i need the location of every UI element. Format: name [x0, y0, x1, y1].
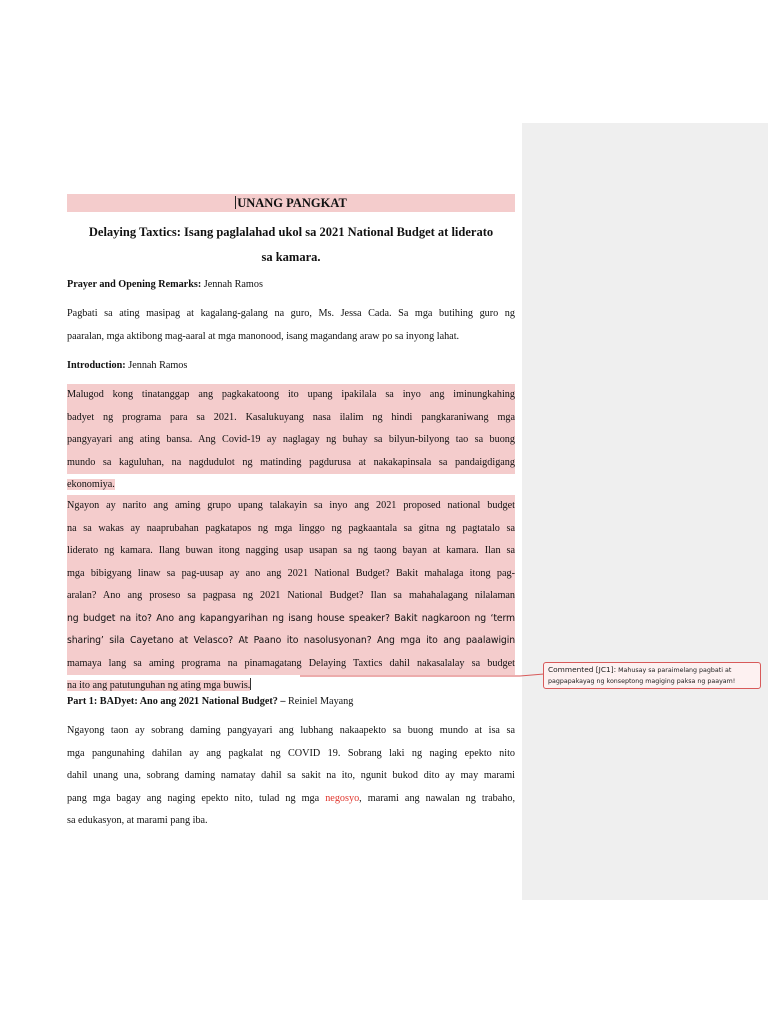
intro-line: badyet ng programa para sa 2021. Kasalukuyang nasa ilalim ng hindi pangkaraniwang mga [67, 407, 515, 430]
introduction-name: Jennah Ramos [125, 360, 188, 371]
part1-line: Ngayong taon ay sobrang daming pangyayari ang lubhang nakaapekto sa buong mundo at isa sa [67, 725, 515, 736]
greeting-line: paaralan, mga aktibong mag-aaral at mga manonood, isang magandang araw po sa inyong lahat. [67, 330, 460, 342]
intro-line: mundo sa kaguluhan, na nagdudulot ng matinding pagdurusa at nakakapinsala sa pandaigdigang [67, 452, 515, 475]
intro2-line-handwritten: sharing’ sila Cayetano at Velasco? At Paano ito nasolusyonan? Ang mga ito ang paalawigin [67, 630, 515, 653]
intro2-line: mga bibigyang linaw sa pag-uusap ay ano ang 2021 National Budget? Bakit mahalaga itong pag- [67, 563, 515, 586]
introduction-heading[interactable] [67, 357, 515, 375]
intro2-line: liderato ng kamara. Ilang buwan itong nagging usap usapan sa ng taong bayan at kamara. Ilan sa [67, 540, 515, 563]
part1-name: Reiniel Mayang [285, 696, 354, 707]
comment-author: Commented [JC1]: [548, 665, 617, 674]
prayer-name: Jennah Ramos [201, 279, 263, 290]
subtitle-line-2: sa kamara. [261, 250, 321, 264]
intro2-line-handwritten: ng budget na ito? Ano ang kapangyarihan ng isang house speaker? Bakit nagkaroon ng ‘term [67, 608, 515, 631]
part1-label: Part 1: BADyet: Ano ang 2021 National Budget? – [67, 696, 286, 707]
intro2-line: na ito ang patutunguhan ng ating mga buwis. [67, 680, 251, 691]
comment-bubble[interactable] [543, 662, 761, 689]
intro2-line: Ngayon ay narito ang aming grupo upang talakayin sa inyo ang 2021 proposed national budget [67, 495, 515, 518]
prayer-label: Prayer and Opening Remarks: [67, 279, 202, 290]
comment-pane [522, 123, 768, 900]
part1-paragraph[interactable] [67, 720, 515, 833]
document-title[interactable]: UNANG PANGKAT [67, 194, 515, 212]
intro2-line: na sa wakas ay naaprubahan pagkatapos ng mga linggo ng pagkaantala sa gitna ng pagtatalo sa [67, 518, 515, 541]
part1-line: dahil unang una, sobrang daming namatay dahil sa sakit na ito, ngunit bukod dito ay may marami [67, 770, 515, 781]
intro2-line: mamaya lang sa aming programa na pinamagatang Delaying Taxtics dahil nakasalalay sa budget [67, 653, 515, 676]
intro-paragraph-1[interactable] [67, 384, 515, 497]
negosyo-word: negosyo [325, 792, 360, 804]
prayer-heading[interactable] [67, 276, 515, 294]
intro2-line: aralan? Ano ang proseso sa pagpasa ng 2021 National Budget? Ilan sa mahahalagang nilalaman [67, 585, 515, 608]
intro-line: pangyayari ang ating bansa. Ang Covid-19 ay naglagay ng buhay sa bilyun-bilyong tao sa buong [67, 429, 515, 452]
part1-line: sa edukasyon, at marami pang iba. [67, 815, 208, 826]
greeting-line: Pagbati sa ating masipag at kagalang-galang na guro, Ms. Jessa Cada. Sa mga butihing guro ng [67, 308, 515, 319]
document-subtitle[interactable] [67, 220, 515, 270]
part1-heading[interactable] [67, 693, 515, 711]
part1-line: mga pangunahing dahilan ay ang pagkalat ng COVID 19. Sobrang laki ng naging epekto nito [67, 747, 515, 759]
comment-text: Mahusay sa paraimelang pagbati at pagpapakayag ng konseptong magiging paksa ng paayam! [548, 667, 736, 685]
part1-line-4: pang mga bagay ang naging epekto nito, tulad ng mga negosyo, marami ang nawalan ng trabaho, [67, 792, 515, 804]
intro-line: ekonomiya. [67, 479, 115, 490]
comment-connector-line [300, 668, 544, 680]
subtitle-line-1: Delaying Taxtics: Isang paglalahad ukol sa 2021 National Budget at liderato [88, 225, 494, 239]
intro-line: Malugod kong tinatanggap ang pagkakatoong ito upang ipakilala sa inyo ang iminungkahing [67, 384, 515, 407]
comment-anchor [250, 678, 251, 690]
introduction-label: Introduction: [67, 360, 126, 371]
greeting-paragraph[interactable] [67, 303, 515, 348]
